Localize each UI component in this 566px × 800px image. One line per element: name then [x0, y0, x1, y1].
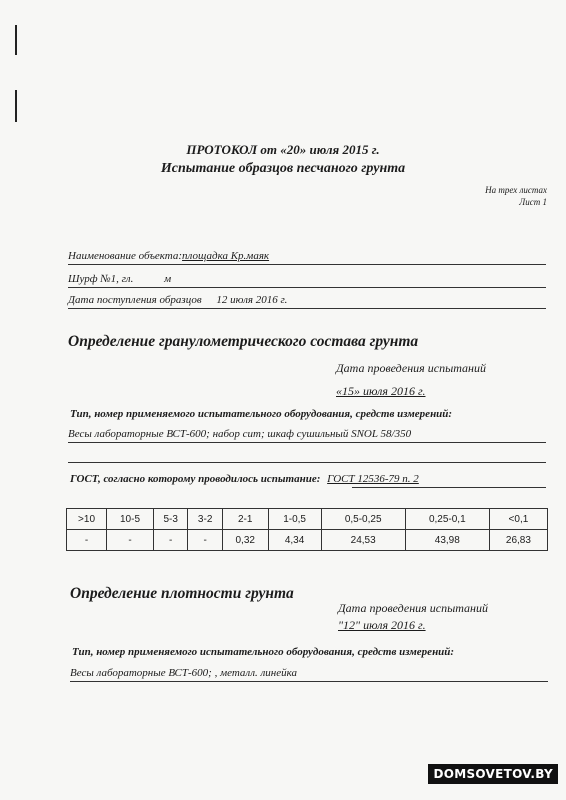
density-test-date-label: Дата проведения испытаний: [338, 601, 488, 615]
density-test-date-value: "12" июля 2016 г.: [338, 618, 426, 632]
table-header-cell: 0,25-0,1: [405, 509, 489, 530]
sheet-number: Лист 1: [519, 197, 547, 207]
sheets-total: На трех листах: [485, 185, 547, 195]
granulometry-test-date-value: «15» июля 2016 г.: [336, 384, 426, 398]
binding-mark-top: [15, 25, 17, 55]
object-value: площадка Кр.маяк: [182, 250, 270, 262]
object-label: Наименование объекта:: [68, 250, 183, 262]
table-header-cell: 2-1: [222, 509, 268, 530]
density-equipment: [70, 667, 548, 682]
blank-line: [68, 462, 546, 463]
site-watermark: DOMSOVETOV.BY: [428, 764, 558, 784]
table-row-values: [67, 530, 548, 551]
table-header-cell: >10: [67, 509, 107, 530]
table-value-cell: 26,83: [489, 530, 547, 551]
table-header-cell: 0,5-0,25: [321, 509, 405, 530]
table-value-cell: -: [153, 530, 187, 551]
table-value-cell: 43,98: [405, 530, 489, 551]
table-header-cell: <0,1: [489, 509, 547, 530]
table-header-cell: 10-5: [107, 509, 154, 530]
pit-label: Шурф №1, гл.: [68, 273, 134, 285]
receipt-date-field: [68, 294, 546, 309]
table-header-cell: 3-2: [188, 509, 222, 530]
gost-row: [70, 473, 546, 488]
pit-unit: м: [164, 273, 172, 285]
table-value-cell: -: [107, 530, 154, 551]
table-row-header: [67, 509, 548, 530]
granulometry-test-date-label: Дата проведения испытаний: [336, 361, 486, 375]
table-value-cell: 4,34: [268, 530, 321, 551]
granulometry-equipment-label: Тип, номер применяемого испытательного оборудования, средств измерений:: [70, 408, 453, 420]
table-value-cell: -: [67, 530, 107, 551]
object-field: [68, 250, 546, 265]
table-value-cell: 24,53: [321, 530, 405, 551]
density-equipment-value: Весы лабораторные ВСТ-600; , металл. линейка: [70, 667, 298, 679]
table-value-cell: 0,32: [222, 530, 268, 551]
gost-label: ГОСТ, согласно которому проводилось испытание:: [70, 473, 321, 485]
gost-value: ГОСТ 12536-79 п. 2: [327, 473, 419, 485]
pit-field: [68, 273, 546, 288]
table-header-cell: 5-3: [153, 509, 187, 530]
grain-size-table: [66, 508, 548, 551]
binding-mark-bottom: [15, 90, 17, 122]
table-value-cell: -: [188, 530, 222, 551]
density-heading: Определение плотности грунта: [70, 585, 294, 602]
receipt-date-value: 12 июля 2016 г.: [216, 294, 288, 306]
granulometry-equipment: [68, 428, 546, 443]
granulometry-equipment-value: Весы лабораторные ВСТ-600; набор сит; шкаф сушильный SNOL 58/350: [68, 428, 412, 440]
protocol-title: ПРОТОКОЛ от «20» июля 2015 г.: [186, 142, 380, 157]
density-equipment-label: Тип, номер применяемого испытательного оборудования, средств измерений:: [72, 646, 455, 658]
granulometry-heading: Определение гранулометрического состава грунта: [68, 333, 419, 350]
table-header-cell: 1-0,5: [268, 509, 321, 530]
protocol-subtitle: Испытание образцов песчаного грунта: [160, 161, 406, 176]
receipt-date-label: Дата поступления образцов: [68, 294, 202, 306]
